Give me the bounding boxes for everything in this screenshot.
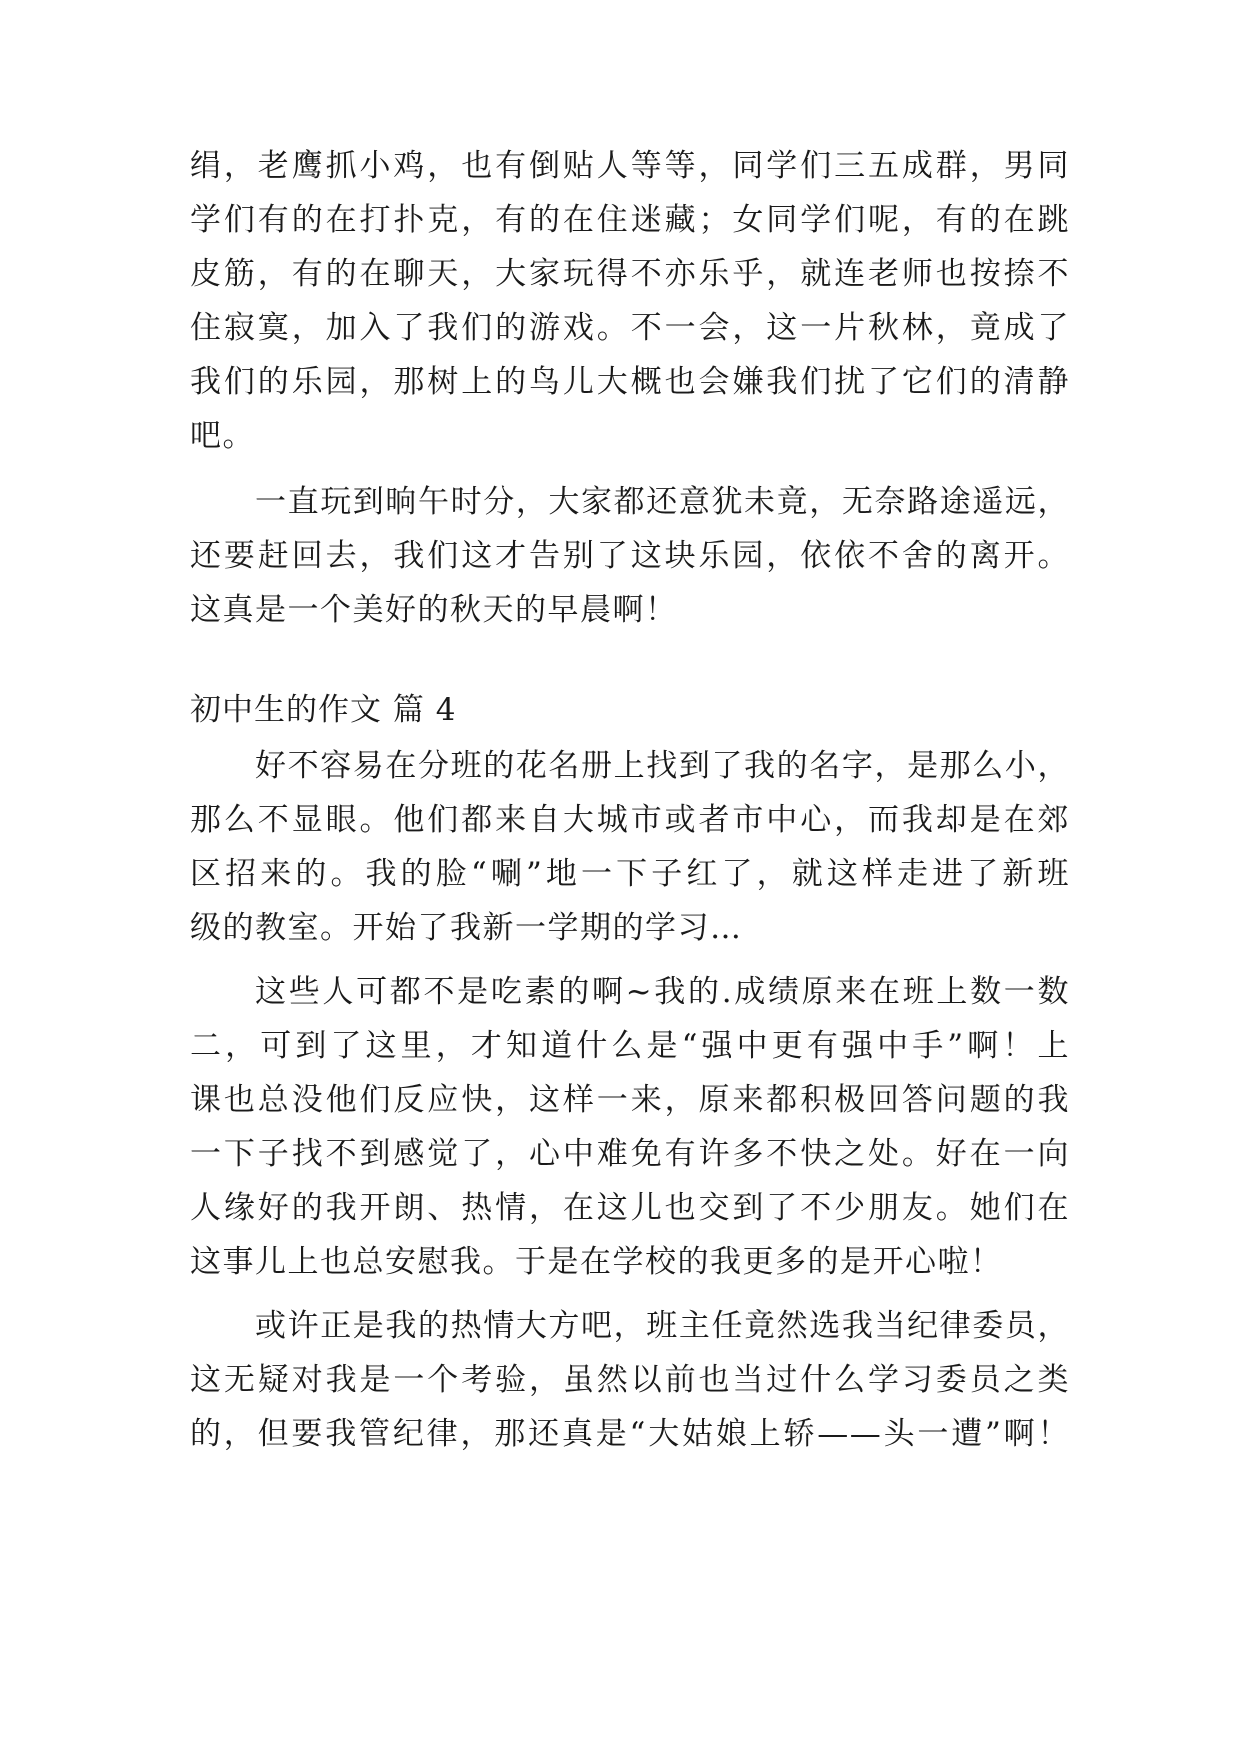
paragraph-line: 这事儿上也总安慰我。于是在学校的我更多的是开心啦！ bbox=[190, 1244, 1003, 1280]
paragraph-line: 好不容易在分班的花名册上找到了我的名字，是那么小， bbox=[255, 748, 1070, 784]
paragraph-line: 学们有的在打扑克，有的在住迷藏；女同学们呢，有的在跳 bbox=[190, 202, 1070, 238]
paragraph-line: 我们的乐园，那树上的鸟儿大概也会嫌我们扰了它们的清静 bbox=[190, 364, 1070, 400]
paragraph-line: 住寂寞，加入了我们的游戏。不一会，这一片秋林，竟成了 bbox=[190, 310, 1070, 346]
paragraph-line: 的，但要我管纪律，那还真是“大姑娘上轿——头一遭”啊！ bbox=[190, 1416, 1070, 1452]
section-title: 初中生的作文 篇 4 bbox=[190, 692, 457, 728]
paragraph-line: 这些人可都不是吃素的啊~我的.成绩原来在班上数一数 bbox=[255, 974, 1070, 1010]
paragraph-line: 那么不显眼。他们都来自大城市或者市中心，而我却是在郊 bbox=[190, 802, 1070, 838]
paragraph-line: 一直玩到晌午时分，大家都还意犹未竟，无奈路途遥远， bbox=[255, 484, 1070, 520]
paragraph-line: 课也总没他们反应快，这样一来，原来都积极回答问题的我 bbox=[190, 1082, 1070, 1118]
paragraph-line: 还要赶回去，我们这才告别了这块乐园，依依不舍的离开。 bbox=[190, 538, 1070, 574]
paragraph-line: 人缘好的我开朗、热情，在这儿也交到了不少朋友。她们在 bbox=[190, 1190, 1070, 1226]
paragraph-line: 绢，老鹰抓小鸡，也有倒贴人等等，同学们三五成群，男同 bbox=[190, 148, 1070, 184]
paragraph-line: 这真是一个美好的秋天的早晨啊！ bbox=[190, 592, 678, 628]
paragraph-line: 皮筋，有的在聊天，大家玩得不亦乐乎，就连老师也按捺不 bbox=[190, 256, 1070, 292]
paragraph-line: 或许正是我的热情大方吧，班主任竟然选我当纪律委员， bbox=[255, 1308, 1070, 1344]
paragraph-line: 级的教室。开始了我新一学期的学习… bbox=[190, 910, 743, 946]
paragraph-line: 一下子找不到感觉了，心中难免有许多不快之处。好在一向 bbox=[190, 1136, 1070, 1172]
paragraph-line: 吧。 bbox=[190, 418, 255, 454]
paragraph-line: 这无疑对我是一个考验，虽然以前也当过什么学习委员之类 bbox=[190, 1362, 1070, 1398]
paragraph-line: 二，可到了这里，才知道什么是“强中更有强中手”啊！上 bbox=[190, 1028, 1070, 1064]
paragraph-line: 区招来的。我的脸“唰”地一下子红了，就这样走进了新班 bbox=[190, 856, 1070, 892]
